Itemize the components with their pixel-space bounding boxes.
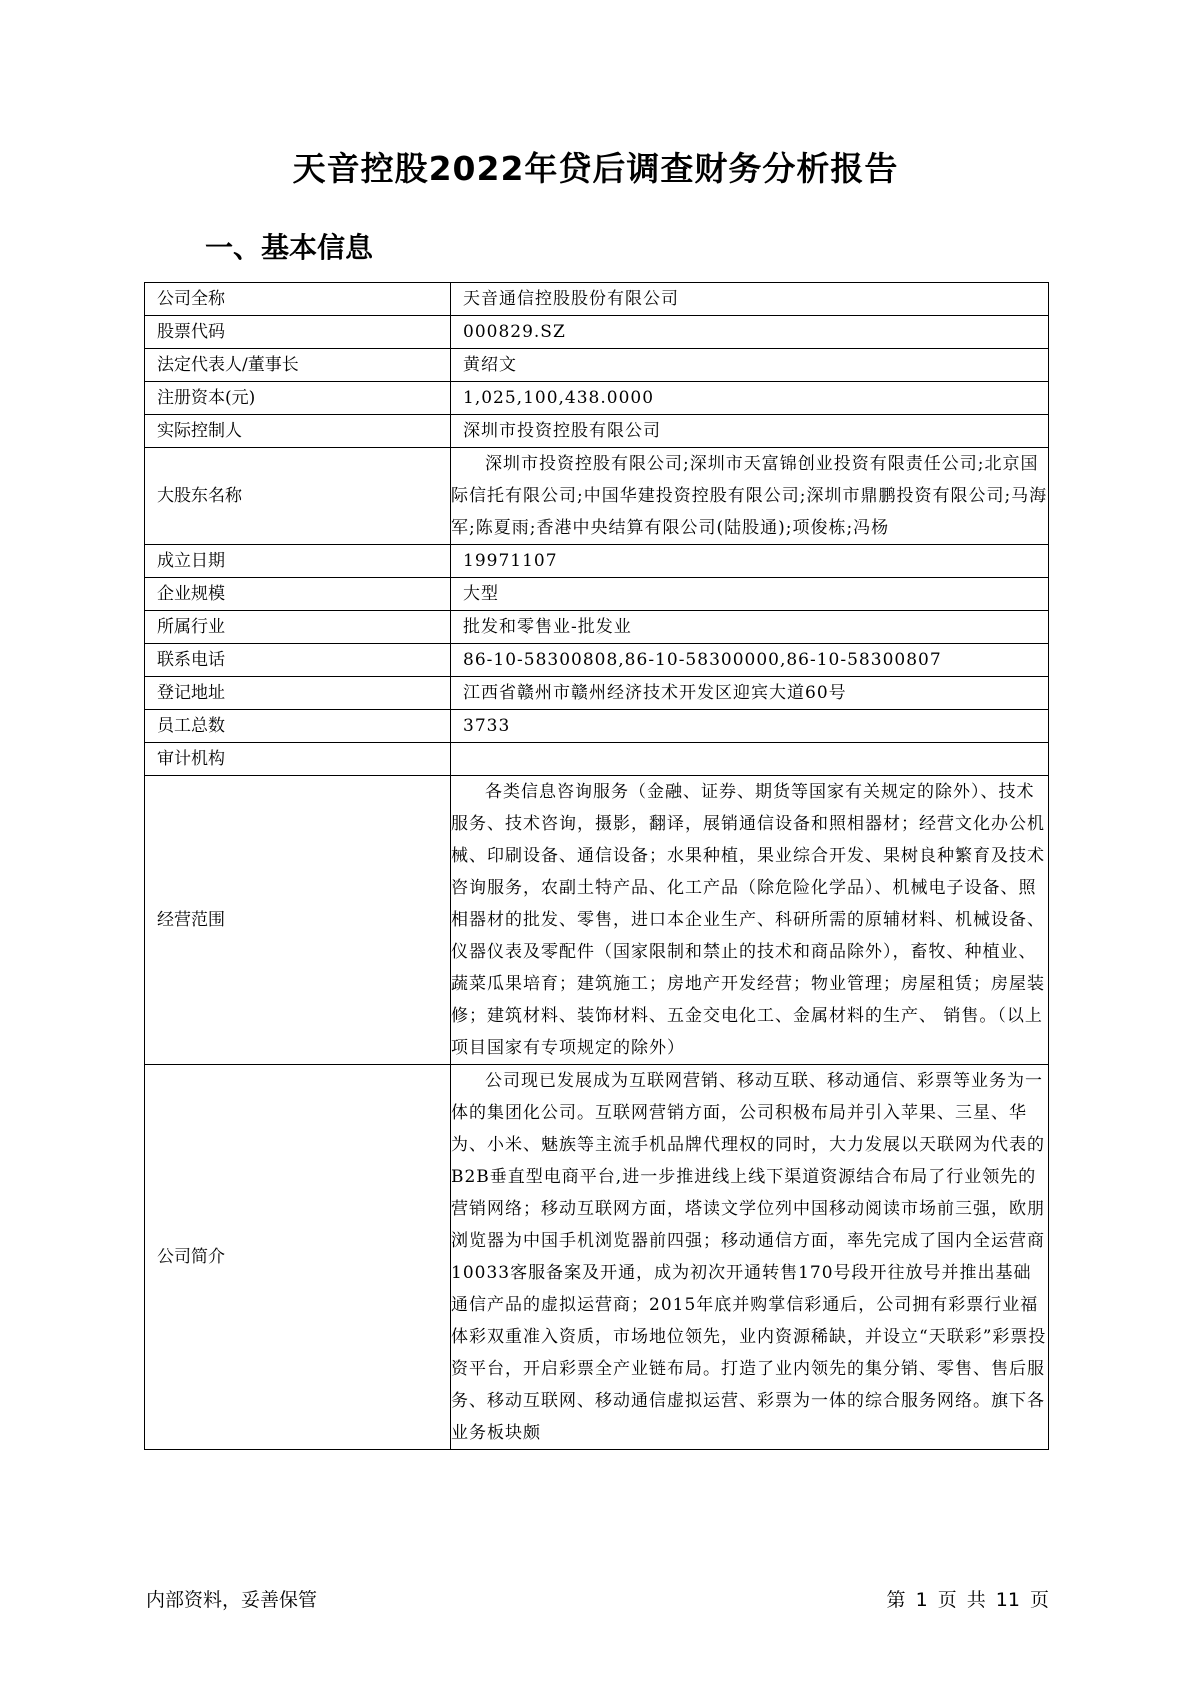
row-label: 登记地址 [145,677,451,710]
row-label: 大股东名称 [145,448,451,545]
table-row [145,710,1049,743]
table-row [145,349,1049,382]
row-label: 员工总数 [145,710,451,743]
table-row [145,415,1049,448]
row-value: 1,025,100,438.0000 [451,382,1049,415]
row-value: 深圳市投资控股有限公司;深圳市天富锦创业投资有限责任公司;北京国际信托有限公司;中国华建投资控股有限公司;深圳市鼎鹏投资有限公司;马海军;陈夏雨;香港中央结算有限公司(陆股通);项俊栋;冯杨 [451,448,1049,545]
table-row [145,743,1049,776]
footer-page-number: 第 1 页 共 11 页 [886,1589,1049,1611]
table-row [145,545,1049,578]
row-label: 公司全称 [145,283,451,316]
row-label: 企业规模 [145,578,451,611]
row-label: 所属行业 [145,611,451,644]
row-label: 成立日期 [145,545,451,578]
table-row [145,283,1049,316]
section-heading: 一、基本信息 [205,231,374,264]
row-value: 批发和零售业-批发业 [451,611,1049,644]
row-value: 19971107 [451,545,1049,578]
row-label: 注册资本(元) [145,382,451,415]
row-value: 深圳市投资控股有限公司 [451,415,1049,448]
row-value: 86-10-58300808,86-10-58300000,86-10-58300807 [451,644,1049,677]
report-title: 天音控股2022年贷后调查财务分析报告 [292,149,899,188]
row-value: 公司现已发展成为互联网营销、移动互联、移动通信、彩票等业务为一体的集团化公司。互联网营销方面，公司积极布局并引入苹果、三星、华为、小米、魅族等主流手机品牌代理权的同时，大力发展以天联网为代表的B2B垂直型电商平台,进一步推进线上线下渠道资源结合布局了行业领先的营销网络；移动互联网方面，塔读文学位列中国移动阅读市场前三强，欧朋浏览器为中国手机浏览器前四强；移动通信方面，率先完成了国内全运营商10033客服备案及开通，成为初次开通转售170号段开往放号并推出基础通信产品的虚拟运营商；2015年底并购掌信彩通后，公司拥有彩票行业福体彩双重准入资质，市场地位领先，业内资源稀缺，并设立“天联彩”彩票投资平台，开启彩票全产业链布局。打造了业内领先的集分销、零售、售后服务、移动互联网、移动通信虚拟运营、彩票为一体的综合服务网络。旗下各业务板块颇 [451,1065,1049,1450]
basic-info-table [144,282,1049,1450]
row-label: 股票代码 [145,316,451,349]
row-value: 江西省赣州市赣州经济技术开发区迎宾大道60号 [451,677,1049,710]
row-label: 经营范围 [145,776,451,1065]
row-value: 黄绍文 [451,349,1049,382]
row-value: 3733 [451,710,1049,743]
table-row [145,644,1049,677]
footer-confidential-note: 内部资料，妥善保管 [146,1589,318,1611]
table-row [145,1065,1049,1450]
table-row [145,677,1049,710]
row-value: 天音通信控股股份有限公司 [451,283,1049,316]
table-row [145,776,1049,1065]
row-value: 大型 [451,578,1049,611]
row-value: 各类信息咨询服务（金融、证券、期货等国家有关规定的除外）、技术服务、技术咨询，摄影，翻译，展销通信设备和照相器材；经营文化办公机械、印刷设备、通信设备；水果种植，果业综合开发、果树良种繁育及技术咨询服务，农副土特产品、化工产品（除危险化学品）、机械电子设备、照相器材的批发、零售，进口本企业生产、科研所需的原辅材料、机械设备、仪器仪表及零配件（国家限制和禁止的技术和商品除外），畜牧、种植业、蔬菜瓜果培育；建筑施工；房地产开发经营；物业管理；房屋租赁；房屋装修；建筑材料、装饰材料、五金交电化工、金属材料的生产、 销售。（以上项目国家有专项规定的除外） [451,776,1049,1065]
table-row [145,611,1049,644]
row-label: 法定代表人/董事长 [145,349,451,382]
row-label: 公司简介 [145,1065,451,1450]
table-row [145,382,1049,415]
table-row [145,316,1049,349]
table-row [145,578,1049,611]
table-row [145,448,1049,545]
row-value: 000829.SZ [451,316,1049,349]
row-label: 审计机构 [145,743,451,776]
row-value [451,743,1049,776]
row-label: 联系电话 [145,644,451,677]
row-label: 实际控制人 [145,415,451,448]
